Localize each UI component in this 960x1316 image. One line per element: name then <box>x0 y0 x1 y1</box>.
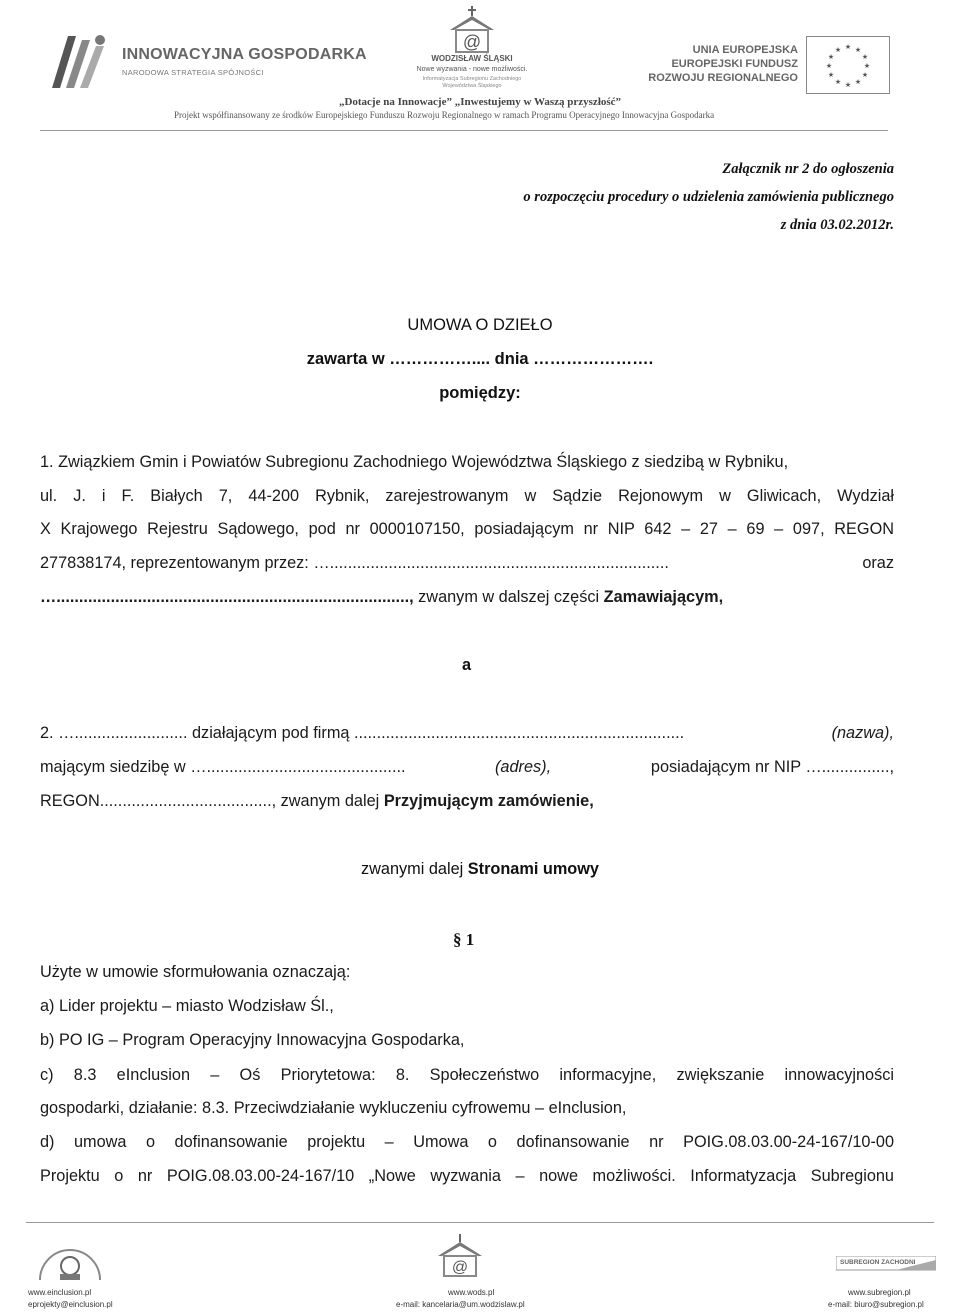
party2-nip: posiadającym nr NIP …..............., <box>650 758 894 776</box>
party2-regon: REGON......................................, zwanym dalej <box>40 792 384 810</box>
svg-text:★: ★ <box>825 62 833 70</box>
einclusion-logo-icon <box>30 1240 110 1284</box>
parties-line <box>0 860 960 879</box>
wods-city-name: WODZISŁAW ŚLĄSKI <box>431 54 513 63</box>
svg-text:★: ★ <box>861 53 869 61</box>
footer-right-email[interactable]: e-mail: biuro@subregion.pl <box>828 1300 924 1309</box>
svg-text:@: @ <box>451 1259 469 1276</box>
header-divider <box>40 130 888 131</box>
document-title: UMOWA O DZIEŁO <box>407 316 553 334</box>
party1-and: oraz <box>862 554 894 572</box>
conjunction-a: a <box>462 656 472 674</box>
party1-second-rep: ….............................................................................., <box>40 588 414 606</box>
section-1-item-a: a) Lider projektu – miasto Wodzisław Śl., <box>40 997 334 1015</box>
svg-text:@: @ <box>462 32 482 52</box>
wods-footer-logo-icon <box>430 1232 490 1280</box>
header-slogan: „Dotacje na Innowacje” „Inwestujemy w Waszą przyszłość” <box>338 96 622 108</box>
party2-line-3 <box>40 792 894 811</box>
section-1-item-c-1: c) 8.3 eInclusion – Oś Priorytetowa: 8. Społeczeństwo informacyjne, zwiększanie innowacyjności <box>40 1066 894 1084</box>
party1-representative: 277838174, reprezentowanym przez: …........................................................................... <box>40 554 669 572</box>
wodzislaw-logo <box>392 4 552 89</box>
footer-center-url[interactable]: www.wods.pl <box>448 1288 495 1297</box>
annex-line-3: z dnia 03.02.2012r. <box>780 217 894 233</box>
section-1-item-d-2: Projektu o nr POIG.08.03.00-24-167/10 „Nowe wyzwania – nowe możliwości. Informatyzacja Subregionu <box>40 1167 894 1185</box>
wods-small-text <box>392 76 552 90</box>
eu-line-2: EUROPEJSKI FUNDUSZ <box>671 58 798 70</box>
eu-logo <box>650 36 890 96</box>
annex-line-1: Załącznik nr 2 do ogłoszenia <box>722 161 894 177</box>
between-label: pomiędzy: <box>439 384 521 402</box>
svg-text:★: ★ <box>854 46 862 54</box>
party2-name-hint: (nazwa), <box>831 724 894 742</box>
wods-small-line-2: Województwa Śląskiego <box>442 83 502 89</box>
svg-text:★: ★ <box>854 78 862 86</box>
party2-address-hint: (adres), <box>495 758 552 776</box>
svg-text:★: ★ <box>834 78 842 86</box>
party1-line-1: 1. Związkiem Gmin i Powiatów Subregionu Zachodniego Województwa Śląskiego z siedzibą w Rybniku, <box>40 453 789 471</box>
svg-text:★: ★ <box>827 53 835 61</box>
section-1-item-c-2: gospodarki, działanie: 8.3. Przeciwdziałanie wykluczeniu cyfrowemu – eInclusion, <box>40 1099 627 1117</box>
eu-line-1: UNIA EUROPEJSKA <box>692 44 798 56</box>
svg-text:★: ★ <box>844 43 852 51</box>
footer-right-url[interactable]: www.subregion.pl <box>848 1288 911 1297</box>
parties-prefix: zwanymi dalej <box>361 860 468 878</box>
ig-logo-title: INNOWACYJNA GOSPODARKA <box>122 46 367 63</box>
subregion-logo <box>836 1256 936 1278</box>
footer-left-email[interactable]: eprojekty@einclusion.pl <box>28 1300 113 1309</box>
party1-line-2: ul. J. i F. Białych 7, 44-200 Rybnik, zarejestrowanym w Sądzie Rejonowym w Gliwicach, Wydział <box>40 487 894 505</box>
eu-flag-icon <box>806 36 890 94</box>
party1-line-5 <box>40 588 894 607</box>
party2-role: Przyjmującym zamówienie, <box>383 792 594 810</box>
svg-text:★: ★ <box>863 62 871 70</box>
footer-center-email[interactable]: e-mail: kancelaria@um.wodzislaw.pl <box>396 1300 525 1309</box>
section-1-intro: Użyte w umowie sformułowania oznaczają: <box>40 963 351 981</box>
svg-text:★: ★ <box>861 71 869 79</box>
eu-line-3: ROZWOJU REGIONALNEGO <box>648 72 798 84</box>
annex-line-2: o rozpoczęciu procedury o udzielenia zamówienia publicznego <box>523 189 894 205</box>
party1-called: zwanym w dalszej części <box>413 588 604 606</box>
party1-role: Zamawiającym, <box>603 588 724 606</box>
subregion-logo-text: SUBREGION ZACHODNI <box>840 1259 916 1266</box>
svg-text:★: ★ <box>844 81 852 89</box>
wods-house-at-icon <box>444 4 500 60</box>
svg-text:★: ★ <box>827 71 835 79</box>
svg-text:★: ★ <box>834 46 842 54</box>
footer-left-url[interactable]: www.einclusion.pl <box>28 1288 92 1297</box>
party2-seat: mającym siedzibę w …............................................ <box>40 758 406 776</box>
party1-line-3: X Krajowego Rejestru Sądowego, pod nr 0000107150, posiadającym nr NIP 642 – 27 – 69 – 097, REGON <box>40 520 894 538</box>
party2-firm: 2. …......................... działającym pod firmą ......................................................................... <box>40 724 685 742</box>
party1-line-4 <box>40 554 894 573</box>
parties-bold: Stronami umowy <box>467 860 599 878</box>
section-1-item-b: b) PO IG – Program Operacyjny Innowacyjna Gospodarka, <box>40 1031 465 1049</box>
footer-divider <box>26 1222 934 1223</box>
signed-in-line: zawarta w …………….... dnia …………………. <box>306 350 654 368</box>
ig-logo-subtitle: NARODOWA STRATEGIA SPÓJNOŚCI <box>122 68 264 77</box>
innowacyjna-gospodarka-logo <box>38 26 367 98</box>
section-1-heading: § 1 <box>453 930 475 949</box>
header-project-note: Projekt współfinansowany ze środków Europejskiego Funduszu Rozwoju Regionalnego w ramach Programu Operacyjnego Innowacyjna Gospodarka <box>174 110 715 120</box>
section-1-item-d-1: d) umowa o dofinansowanie projektu – Umowa o dofinansowanie nr POIG.08.03.00-24-167/10-00 <box>40 1133 894 1151</box>
wods-tagline: Nowe wyzwania - nowe możliwości. <box>416 66 528 73</box>
wods-small-line-1: Informatyzacja Subregionu Zachodniego <box>422 76 522 82</box>
party2-line-2 <box>40 758 894 777</box>
ig-emblem-icon <box>46 30 112 94</box>
party2-line-1 <box>40 724 894 743</box>
